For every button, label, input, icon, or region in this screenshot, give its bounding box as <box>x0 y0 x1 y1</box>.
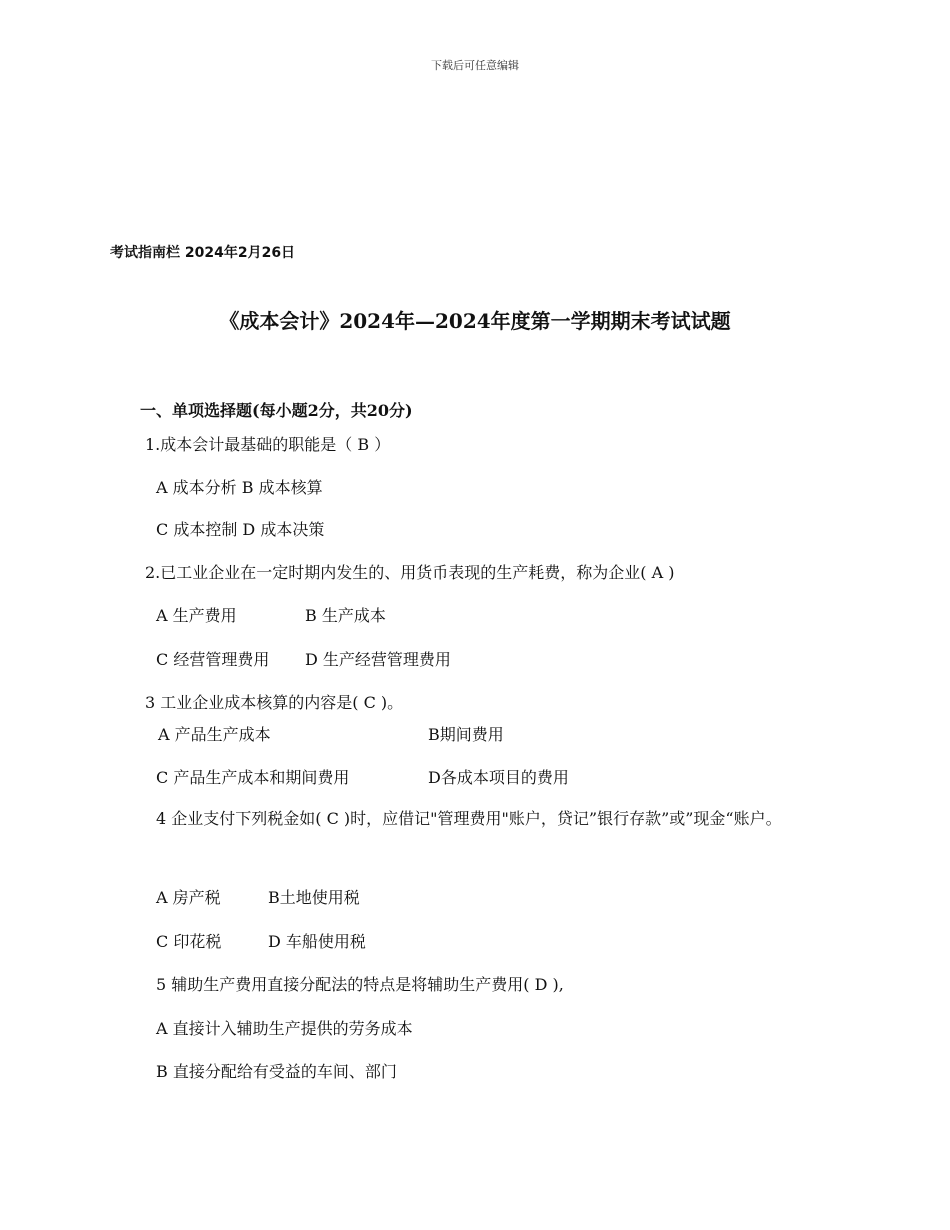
question-2-stem: 2.已工业企业在一定时期内发生的、用货币表现的生产耗费，称为企业( A ) <box>145 563 675 582</box>
question-3-option-b: B期间费用 <box>428 725 504 744</box>
question-4-stem: 4 企业支付下列税金如( C )时，应借记"管理费用"账户，贷记”银行存款”或”现金“账户。 <box>156 809 782 828</box>
question-4-option-a: A 房产税 <box>156 888 221 907</box>
question-4-option-c: C 印花税 <box>156 932 222 951</box>
question-3-option-a: A 产品生产成本 <box>158 725 271 744</box>
section-heading: 一、单项选择题(每小题2分，共20分) <box>140 401 413 420</box>
question-5-stem: 5 辅助生产费用直接分配法的特点是将辅助生产费用( D ), <box>156 975 564 994</box>
question-2-option-a: A 生产费用 <box>156 606 237 625</box>
question-5-option-b: B 直接分配给有受益的车间、部门 <box>156 1062 397 1081</box>
question-5-option-a: A 直接计入辅助生产提供的劳务成本 <box>156 1019 413 1038</box>
question-4-option-b: B土地使用税 <box>268 888 360 907</box>
page-title: 《成本会计》2024年—2024年度第一学期期末考试试题 <box>219 309 731 333</box>
header-note: 下载后可任意编辑 <box>431 59 519 72</box>
question-3-option-c: C 产品生产成本和期间费用 <box>156 768 350 787</box>
exam-guide-date: 考试指南栏 2024年2月26日 <box>110 245 296 261</box>
question-2-option-c: C 经营管理费用 <box>156 650 270 669</box>
question-1-options-row-2: C 成本控制 D 成本决策 <box>156 520 325 539</box>
question-2-option-b: B 生产成本 <box>305 606 386 625</box>
question-2-option-d: D 生产经营管理费用 <box>305 650 451 669</box>
question-1-stem: 1.成本会计最基础的职能是（ B ） <box>145 435 391 454</box>
question-3-option-d: D各成本项目的费用 <box>428 768 569 787</box>
question-4-option-d: D 车船使用税 <box>268 932 366 951</box>
question-1-options-row-1: A 成本分析 B 成本核算 <box>156 478 323 497</box>
question-3-stem: 3 工业企业成本核算的内容是( C )。 <box>145 693 404 712</box>
